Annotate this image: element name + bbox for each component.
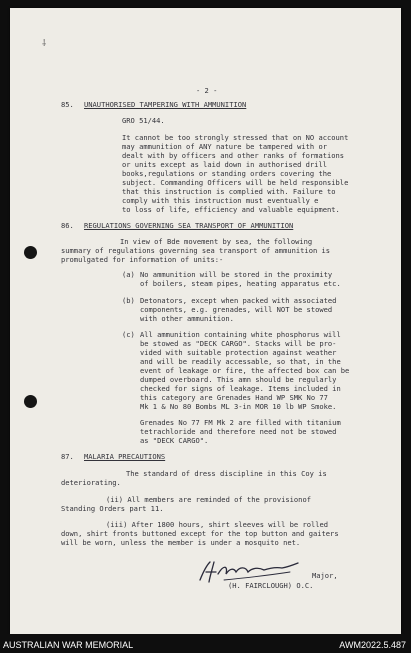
body-line: No ammunition will be stored in the proximity [140,270,333,279]
body-line: comply with this instruction must eventually e [122,196,319,205]
body-line: deteriorating. [61,478,121,487]
body-line: or units except as laid down in authorised drill [122,160,327,169]
item-label: (a) [122,270,135,279]
body-line: tetrachloride and therefore need not be stowed [140,427,337,436]
signatory-name: (H. FAIRCLOUGH) O.C. [228,581,314,590]
punch-hole [24,395,37,408]
archive-name: AUSTRALIAN WAR MEMORIAL [3,640,134,650]
body-line: In view of Bde movement by sea, the following [120,237,313,246]
body-line: Mk 1 & No 80 Bombs ML 3-in MOR 10 lb WP Smoke. [140,402,337,411]
body-line: (iii) After 1800 hours, shirt sleeves will be rolled [106,520,329,529]
body-line: All ammunition containing white phosphorus will [140,330,341,339]
signatory-rank: Major, [312,571,338,580]
item-label: (b) [122,296,135,305]
body-line: with other ammunition. [140,314,234,323]
body-line: (ii) All members are reminded of the provisionof [106,495,311,504]
pen-mark: ⸸ [42,39,47,49]
section-number: 87. [61,452,74,461]
body-line: event of leakage or fire, the affected box can be [140,366,350,375]
body-line: The standard of dress discipline in this Coy is [126,469,327,478]
body-line: that this instruction is complied with. Failure to [122,187,336,196]
section-heading: UNAUTHORISED TAMPERING WITH AMMUNITION [84,100,247,109]
body-line: as "DECK CARGO". [140,436,209,445]
body-line: be stowed as "DECK CARGO". Stacks will be pro- [140,339,337,348]
item-label: (c) [122,330,135,339]
body-line: It cannot be too strongly stressed that on NO account [122,133,349,142]
section-heading: MALARIA PRECAUTIONS [84,452,166,461]
section-heading: REGULATIONS GOVERNING SEA TRANSPORT OF AMMUNITION [84,221,294,230]
body-line: to loss of life, efficiency and valuable equipment. [122,205,340,214]
section-number: 85. [61,100,74,109]
body-line: may ammunition of ANY nature be tampered with or [122,142,327,151]
body-line: subject. Commanding Officers will be held responsible [122,178,349,187]
punch-hole [24,246,37,259]
body-line: of boilers, steam pipes, heating apparatus etc. [140,279,341,288]
section-number: 86. [61,221,74,230]
body-line: dealt with by officers and other ranks of formations [122,151,345,160]
document-page [10,8,401,634]
body-line: Detonators, except when packed with associated [140,296,337,305]
body-line: components, e.g. grenades, will NOT be stowed [140,305,333,314]
body-line: down, shirt fronts buttoned except for the top button and gaiters [61,529,339,538]
body-line: this category are Grenades Hand WP SMK No 77 [140,393,328,402]
page-number: - 2 - [196,86,218,95]
body-line: checked for signs of leakage. Items included in [140,384,341,393]
body-line: dumped overboard. This amn should be regularly [140,375,337,384]
body-line: summary of regulations governing sea transport of ammunition is [61,246,331,255]
body-line: Standing Orders part 11. [61,504,164,513]
body-line: and will be readily accessable, so that, in the [140,357,341,366]
body-line: promulgated for information of units:- [61,255,224,264]
section-reference: GRO 51/44. [122,116,165,125]
archive-footer [0,634,411,653]
archive-reference: AWM2022.5.487 [339,640,406,650]
body-line: will be worn, unless the member is under a mosquito net. [61,538,301,547]
body-line: vided with suitable protection against weather [140,348,337,357]
body-line: books,regulations or standing orders covering the [122,169,332,178]
body-line: Grenades No 77 FM Mk 2 are filled with titanium [140,418,341,427]
